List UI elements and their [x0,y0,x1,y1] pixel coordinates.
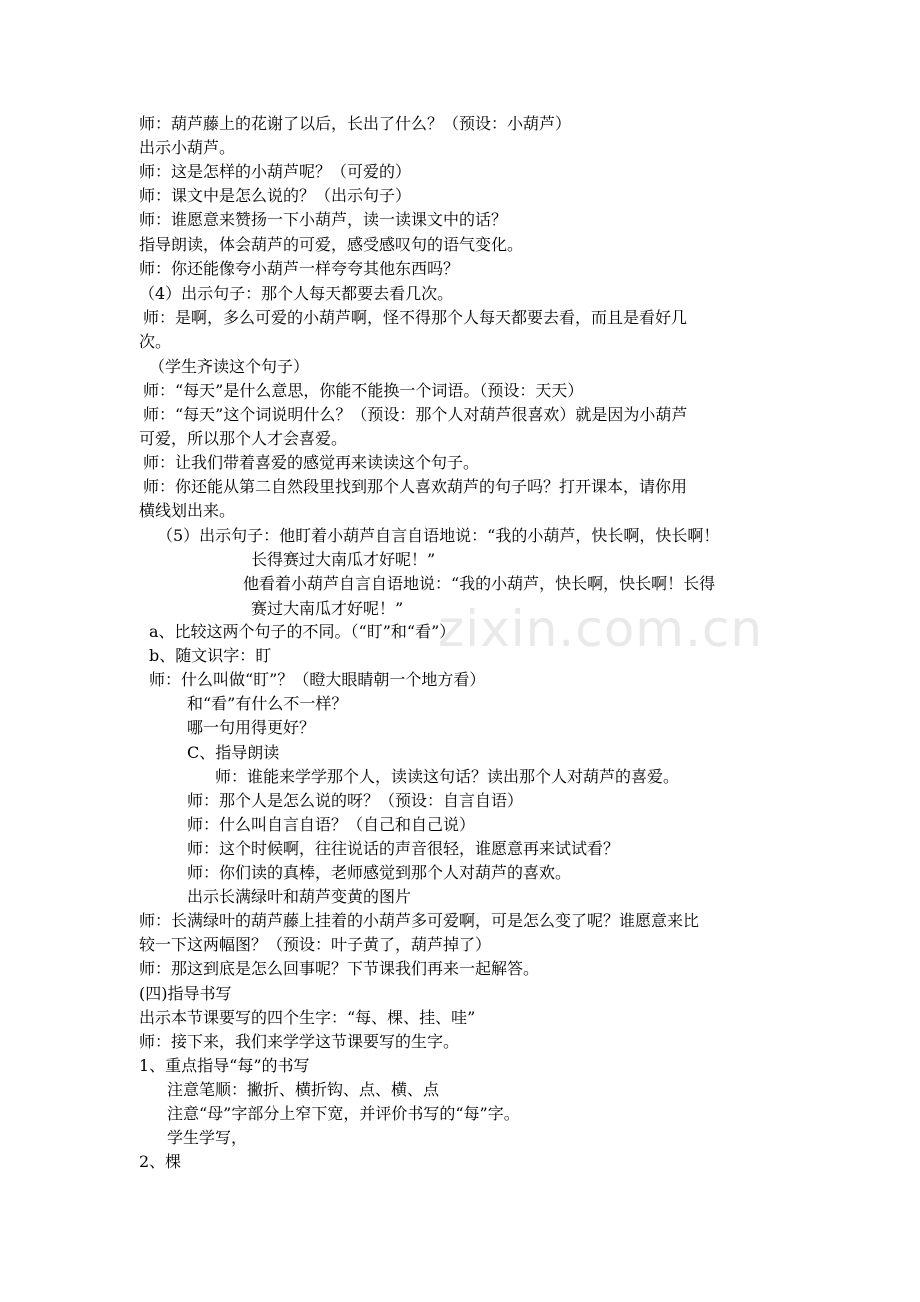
text-line: 可爱，所以那个人才会喜爱。 [139,429,348,448]
text-line: 1、重点指导“每”的书写 [139,1056,310,1075]
text-line: 师：这是怎样的小葫芦呢？（可爱的） [139,162,412,181]
text-line: 师：那这到底是怎么回事呢？下节课我们再来一起解答。 [139,959,540,978]
text-line: 和“看”有什么不一样？ [187,694,348,713]
text-line: (四)指导书写 [139,984,232,1003]
text-line: （5）出示句子：他盯着小葫芦自言自语地说：“我的小葫芦，快长啊，快长啊！ [157,526,720,545]
text-line: 指导朗读，体会葫芦的可爱，感受感叹句的语气变化。 [139,235,524,254]
text-line: C、指导朗读 [187,743,280,762]
text-line: 较一下这两幅图？（预设：叶子黄了，葫芦掉了） [139,935,492,954]
text-line: 师：葫芦藤上的花谢了以后，长出了什么？（预设：小葫芦） [139,114,572,133]
text-line: 次。 [139,332,172,351]
text-line: 注意“母”字部分上窄下宽，并评价书写的“每”字。 [167,1104,520,1123]
text-line: 长得赛过大南瓜才好呢！” [251,550,436,569]
text-line: 师：“每天”这个词说明什么？（预设：那个人对葫芦很喜欢）就是因为小葫芦 [143,405,688,424]
text-line: 出示小葫芦。 [139,138,236,157]
text-line: 师：你们读的真棒，老师感觉到那个人对葫芦的喜欢。 [187,863,572,882]
text-line: 师：这个时候啊，往往说话的声音很轻，谁愿意再来试试看？ [187,839,620,858]
text-line: 出示长满绿叶和葫芦变黄的图片 [187,887,412,906]
text-line: a、比较这两个句子的不同。（“盯”和“看”） [149,622,456,641]
text-line: 学生学写， [167,1128,248,1147]
text-line: 师：那个人是怎么说的呀？（预设：自言自语） [187,791,524,810]
watermark: zixin.com.cn [438,600,764,658]
text-line: 师：谁能来学学那个人，读读这句话？读出那个人对葫芦的喜爱。 [215,767,680,786]
text-line: 师：接下来，我们来学学这节课要写的生字。 [139,1032,460,1051]
text-line: 2、棵 [139,1152,182,1171]
text-line: 师：你还能从第二自然段里找到那个人喜欢葫芦的句子吗？打开课本，请你用 [143,477,688,496]
text-line: 哪一句用得更好？ [187,718,316,737]
text-line: （学生齐读这个句子） [149,357,310,376]
text-line: 师：长满绿叶的葫芦藤上挂着的小葫芦多可爱啊，可是怎么变了呢？谁愿意来比 [139,911,700,930]
text-line: 师：“每天”是什么意思，你能不能换一个词语。（预设：天天） [143,381,584,400]
text-line: 师：你还能像夸小葫芦一样夸夸其他东西吗？ [139,259,460,278]
text-line: 出示本节课要写的四个生字：“每、棵、挂、哇” [139,1008,476,1027]
text-line: 师：让我们带着喜爱的感觉再来读读这个句子。 [143,453,480,472]
text-line: 他看着小葫芦自言自语地说：“我的小葫芦，快长啊，快长啊！长得 [243,574,716,593]
text-line: 师：什么叫做“盯”？（瞪大眼睛朝一个地方看） [149,670,486,689]
text-line: 师：是啊，多么可爱的小葫芦啊，怪不得那个人每天都要去看，而且是看好几 [143,308,688,327]
text-line: 师：谁愿意来赞扬一下小葫芦，读一读课文中的话？ [139,210,508,229]
text-line: 师：什么叫自言自语？（自己和自己说） [187,815,476,834]
text-line: b、随文识字：盯 [149,646,272,665]
text-line: （4）出示句子：那个人每天都要去看几次。 [139,284,454,303]
text-line: 横线划出来。 [139,501,236,520]
text-line: 师：课文中是怎么说的？（出示句子） [139,186,412,205]
text-line: 注意笔顺：撇折、横折钩、点、横、点 [167,1080,440,1099]
text-line: 赛过大南瓜才好呢！” [251,599,404,618]
